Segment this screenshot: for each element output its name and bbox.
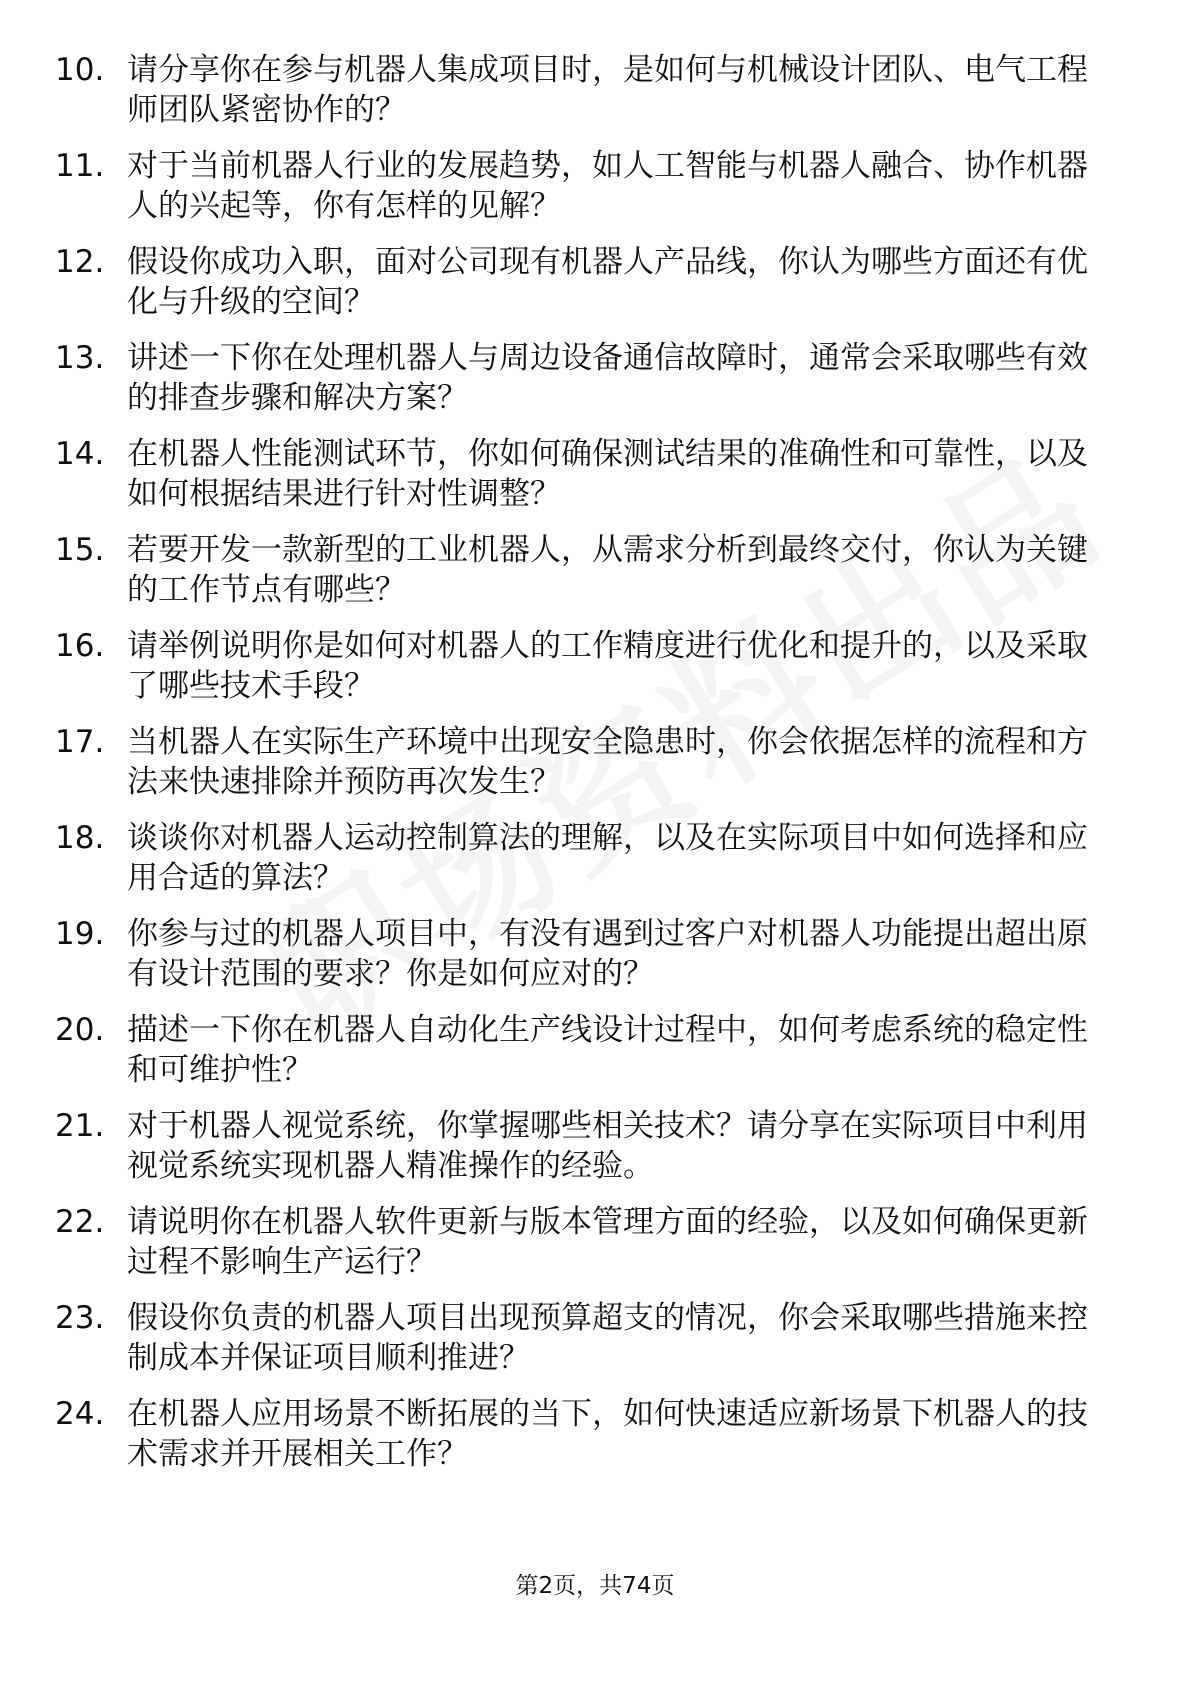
question-number: 24. — [55, 1396, 105, 1432]
question-item — [0, 1010, 1190, 1110]
question-text: 当机器人在实际生产环境中出现安全隐患时，你会依据怎样的流程和方法来快速排除并预防再次发生？ — [127, 724, 1088, 800]
question-number: 13. — [55, 340, 105, 376]
question-text: 假设你成功入职，面对公司现有机器人产品线，你认为哪些方面还有优化与升级的空间？ — [127, 244, 1088, 320]
page-footer: 第2页，共74页 — [515, 1573, 675, 1599]
question-item — [0, 626, 1190, 726]
question-number: 10. — [55, 52, 105, 88]
question-number: 23. — [55, 1300, 105, 1336]
question-item — [0, 434, 1190, 534]
question-item — [0, 1394, 1190, 1494]
question-number: 21. — [55, 1108, 105, 1144]
question-number: 14. — [55, 436, 105, 472]
question-item — [0, 338, 1190, 438]
question-text: 请分享你在参与机器人集成项目时，是如何与机械设计团队、电气工程师团队紧密协作的？ — [127, 52, 1088, 128]
question-number: 15. — [55, 532, 105, 568]
question-item — [0, 818, 1190, 918]
question-number: 17. — [55, 724, 105, 760]
question-text: 你参与过的机器人项目中，有没有遇到过客户对机器人功能提出超出原有设计范围的要求？你是如何应对的？ — [127, 916, 1088, 992]
question-number: 22. — [55, 1204, 105, 1240]
question-text: 请举例说明你是如何对机器人的工作精度进行优化和提升的，以及采取了哪些技术手段？ — [127, 628, 1088, 704]
question-item — [0, 722, 1190, 822]
question-number: 12. — [55, 244, 105, 280]
question-text: 描述一下你在机器人自动化生产线设计过程中，如何考虑系统的稳定性和可维护性？ — [127, 1012, 1088, 1088]
question-item — [0, 914, 1190, 1014]
question-text: 对于当前机器人行业的发展趋势，如人工智能与机器人融合、协作机器人的兴起等，你有怎样的见解？ — [127, 148, 1088, 224]
question-item — [0, 146, 1190, 246]
question-number: 18. — [55, 820, 105, 856]
question-item — [0, 1202, 1190, 1302]
question-text: 在机器人性能测试环节，你如何确保测试结果的准确性和可靠性，以及如何根据结果进行针对性调整？ — [127, 436, 1088, 512]
question-number: 11. — [55, 148, 105, 184]
question-text: 讲述一下你在处理机器人与周边设备通信故障时，通常会采取哪些有效的排查步骤和解决方案？ — [127, 340, 1088, 416]
question-text: 请说明你在机器人软件更新与版本管理方面的经验，以及如何确保更新过程不影响生产运行？ — [127, 1204, 1088, 1280]
question-item — [0, 1106, 1190, 1206]
question-text: 在机器人应用场景不断拓展的当下，如何快速适应新场景下机器人的技术需求并开展相关工作？ — [127, 1396, 1088, 1472]
question-number: 20. — [55, 1012, 105, 1048]
question-text: 谈谈你对机器人运动控制算法的理解，以及在实际项目中如何选择和应用合适的算法？ — [127, 820, 1088, 896]
question-item — [0, 530, 1190, 630]
question-text: 若要开发一款新型的工业机器人，从需求分析到最终交付，你认为关键的工作节点有哪些？ — [127, 532, 1088, 608]
question-item — [0, 1298, 1190, 1398]
question-number: 16. — [55, 628, 105, 664]
question-item — [0, 242, 1190, 342]
question-text: 假设你负责的机器人项目出现预算超支的情况，你会采取哪些措施来控制成本并保证项目顺利推进？ — [127, 1300, 1088, 1376]
question-text: 对于机器人视觉系统，你掌握哪些相关技术？请分享在实际项目中利用视觉系统实现机器人精准操作的经验。 — [127, 1108, 1088, 1184]
question-item — [0, 50, 1190, 150]
question-number: 19. — [55, 916, 105, 952]
